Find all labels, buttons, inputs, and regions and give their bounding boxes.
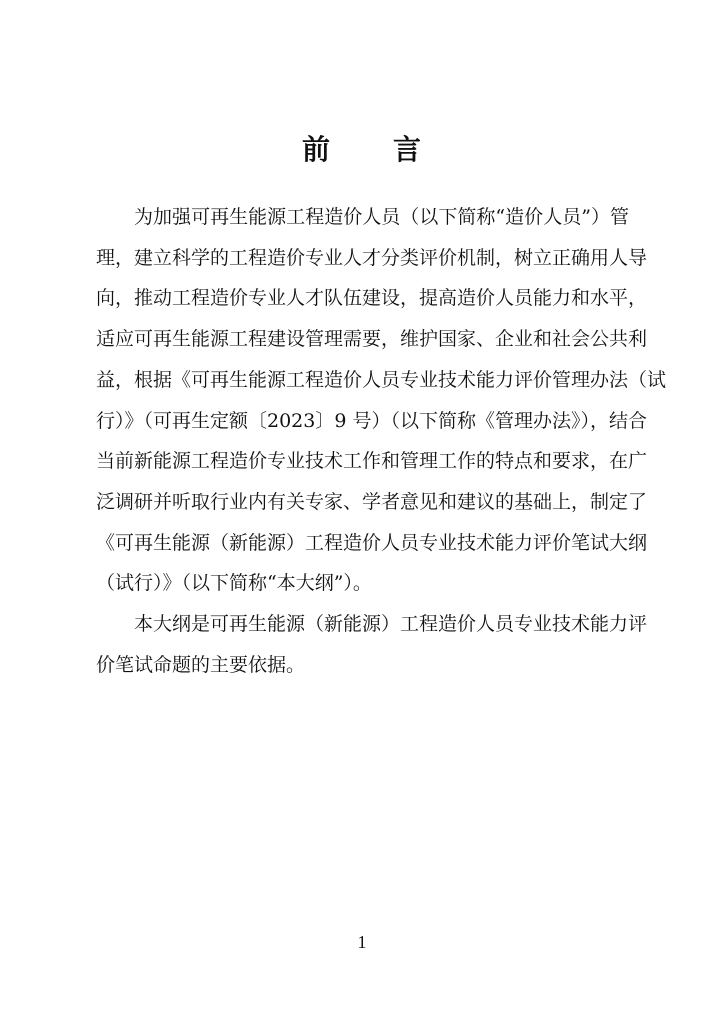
paragraph-line: 本大纲是可再生能源（新能源）工程造价人员专业技术能力评 xyxy=(134,613,648,636)
paragraph-line: 为加强可再生能源工程造价人员（以下简称“造价人员”）管 xyxy=(134,206,629,228)
paragraph-line: 泛调研并听取行业内有关专家、学者意见和建议的基础上，制定了 xyxy=(96,490,648,513)
paragraph-line: 《可再生能源（新能源）工程造价人员专业技术能力评价笔试大纲 xyxy=(96,531,648,554)
paragraph-2 xyxy=(96,604,648,685)
paragraph-line: （试行）》（以下简称“本大纲”）。 xyxy=(96,572,372,595)
paragraph-line: 行）》（可再生定额〔2023〕9 号）（以下简称《管理办法》），结合 xyxy=(96,409,647,432)
paragraph-line: 理，建立科学的工程造价专业人才分类评价机制，树立正确用人导 xyxy=(96,246,648,269)
page-title xyxy=(0,128,724,172)
paragraph-line: 益，根据《可再生能源工程造价人员专业技术能力评价管理办法（试 xyxy=(96,368,667,391)
page-number: 1 xyxy=(357,932,367,952)
paragraph-line: 价笔试命题的主要依据。 xyxy=(96,653,306,676)
paragraph-1 xyxy=(96,197,667,604)
title-char-1: 前 xyxy=(301,133,331,166)
title-char-2: 言 xyxy=(393,133,423,166)
paragraph-line: 适应可再生能源工程建设管理需要，维护国家、企业和社会公共利 xyxy=(96,328,648,351)
document-body xyxy=(96,197,667,685)
paragraph-line: 向，推动工程造价专业人才队伍建设，提高造价人员能力和水平， xyxy=(96,287,648,310)
paragraph-line: 当前新能源工程造价专业技术工作和管理工作的特点和要求，在广 xyxy=(96,450,648,473)
